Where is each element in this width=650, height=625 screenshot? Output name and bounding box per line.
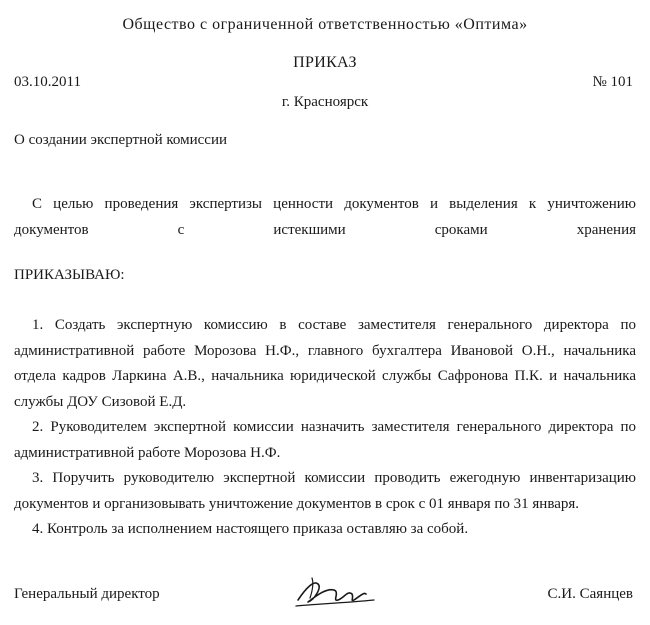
signer-position: Генеральный директор: [14, 586, 160, 602]
document-city: г. Красноярск: [281, 94, 369, 110]
signer-name: С.И. Саянцев: [547, 586, 633, 602]
order-item-1: 1. Создать экспертную комиссию в составе заместителя генерального директора по административной работе Морозова Н.Ф., главного бухгалтера Ивановой О.Н., начальника отдела кадров Ларкина А.В., начальника юридической службы Сафронова П.К. и начальника службы ДОУ Сизовой Е.Д.: [14, 317, 636, 410]
preamble-paragraph: С целью проведения экспертизы ценности документов и выделения к уничтожению документов с истекшими сроками хранения: [14, 196, 636, 238]
document-type-heading: ПРИКАЗ: [293, 54, 357, 71]
order-item-2: 2. Руководителем экспертной комиссии назначить заместителя генерального директора по административной работе Морозова Н.Ф.: [14, 419, 636, 461]
document-subject: О создании экспертной комиссии: [14, 132, 228, 148]
handwritten-signature: [292, 570, 378, 614]
order-item-4: 4. Контроль за исполнением настоящего приказа оставляю за собой.: [32, 521, 469, 537]
document-number: № 101: [592, 74, 633, 90]
order-word: ПРИКАЗЫВАЮ:: [14, 267, 125, 283]
order-item-3: 3. Поручить руководителю экспертной комиссии проводить ежегодную инвентаризацию документов и организовывать уничтожение документов в срок с 01 января по 31 января.: [14, 470, 636, 512]
document-date: 03.10.2011: [14, 74, 81, 90]
organization-name: Общество с ограниченной ответственностью «Оптима»: [122, 16, 528, 33]
